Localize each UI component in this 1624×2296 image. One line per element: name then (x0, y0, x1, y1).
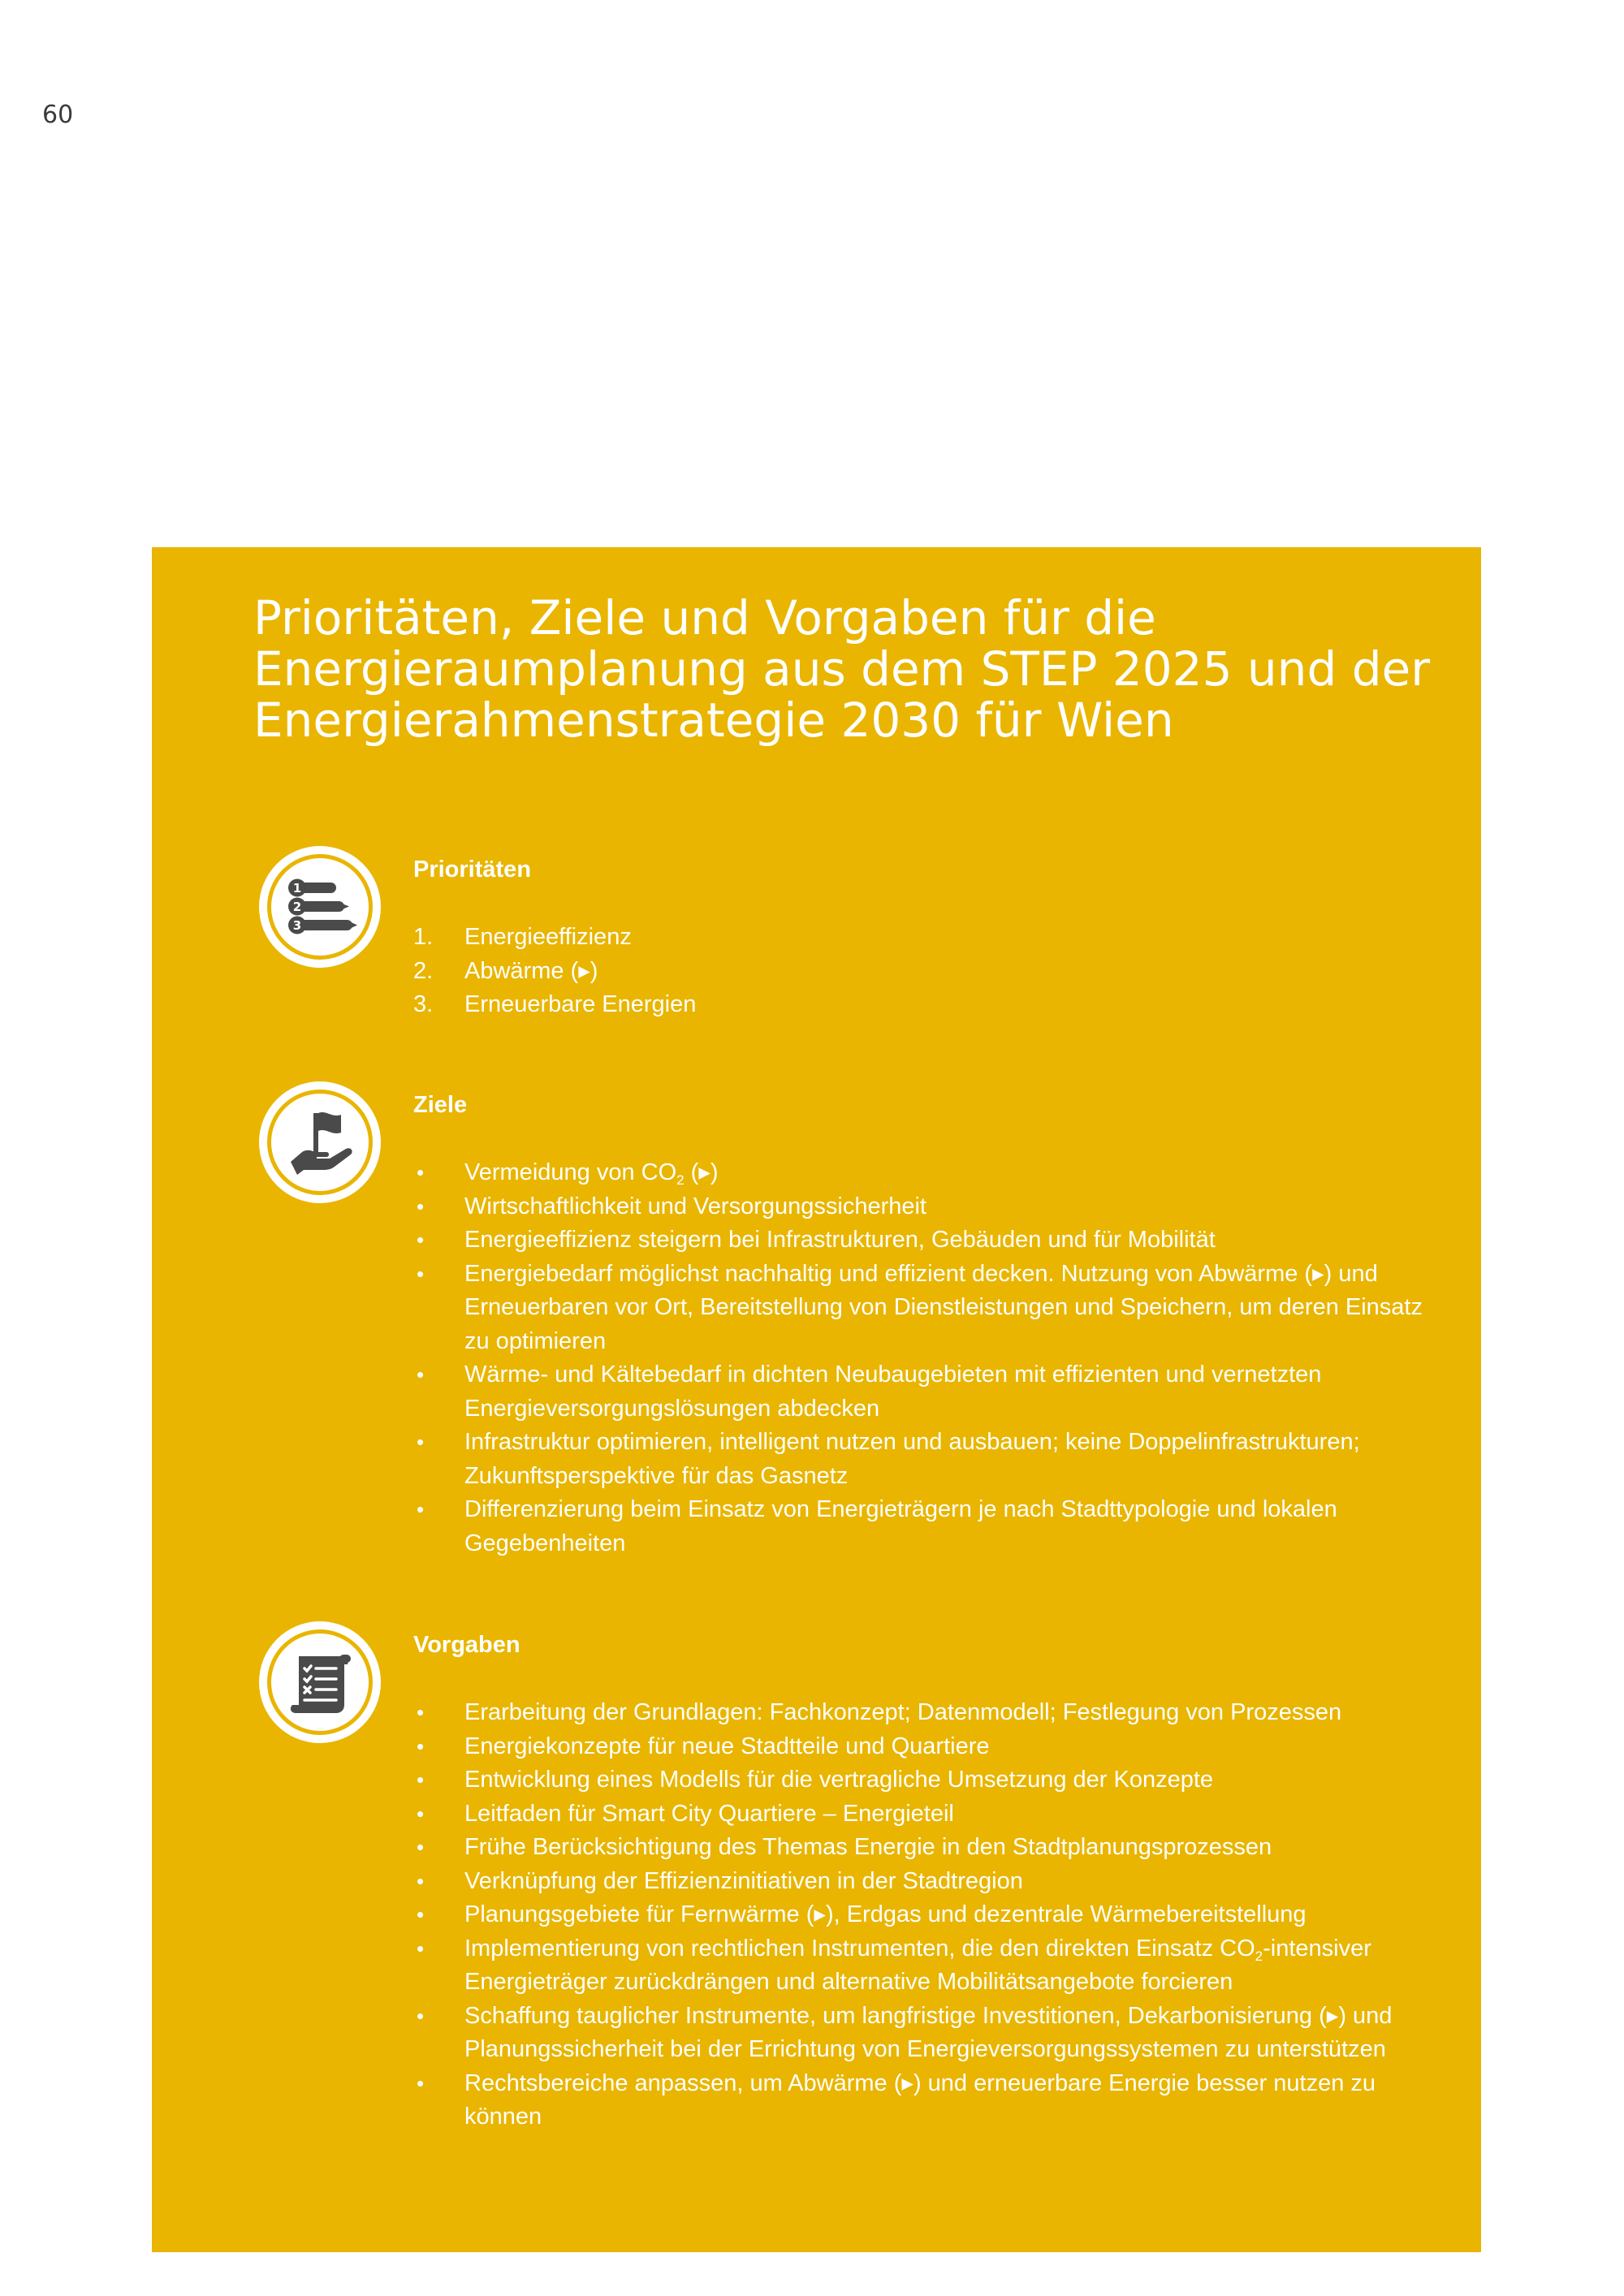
list-item-text: Infrastruktur optimieren, intelligent nutzen und ausbauen; keine Doppelinfrastrukturen; Zukunftsperspektive für das Gasnetz (464, 1429, 1360, 1489)
list-item (413, 1358, 1428, 1426)
bullet: • (417, 1733, 425, 1759)
list-item (413, 1258, 1428, 1359)
list-item (413, 1696, 1428, 1730)
list-item-text: Erarbeitung der Grundlagen: Fachkonzept; Datenmodell; Festlegung von Prozessen (464, 1699, 1342, 1725)
bullet: • (417, 1193, 425, 1219)
list-item (413, 1898, 1428, 1932)
bullet: • (417, 1228, 425, 1252)
list-item-text: Planungsgebiete für Fernwärme (▸), Erdgas und dezentrale Wärmebereitstellung (464, 1901, 1307, 1927)
requirements-heading: Vorgaben (413, 1632, 520, 1658)
list-number: 3. (413, 991, 434, 1017)
list-item-text: Implementierung von rechtlichen Instrumenten, die den direkten Einsatz $CO_2$-intensiver Energieträger zurückdrängen und alternative Mobilitätsangebote forcieren (464, 1935, 1371, 1995)
list-item (413, 1763, 1428, 1798)
priorities-heading: Prioritäten (413, 857, 532, 883)
bullet: • (417, 1497, 425, 1521)
list-item-text: Energieeffizienz steigern bei Infrastrukturen, Gebäuden und für Mobilität (464, 1227, 1216, 1253)
bullet: • (417, 1160, 425, 1185)
goals-heading: Ziele (413, 1092, 468, 1118)
list-item (413, 2000, 1428, 2067)
numbered-ranking-icon (279, 866, 361, 947)
bullet: • (417, 1936, 425, 1961)
info-panel (152, 547, 1481, 2252)
title-line: Energierahmenstrategie 2030 für Wien (253, 693, 1174, 748)
list-item-text: Entwicklung eines Modells für die vertragliche Umsetzung der Konzepte (464, 1767, 1214, 1793)
list-item-text: Leitfaden für Smart City Quartiere – Energieteil (464, 1800, 954, 1827)
flag-in-hand-icon (279, 1102, 361, 1183)
goals-list (413, 1156, 1428, 1560)
title-line: Prioritäten, Ziele und Vorgaben für die (253, 590, 1156, 645)
rank-number-2: 2 (292, 900, 302, 914)
list-item-text: Energiebedarf möglichst nachhaltig und effizient decken. Nutzung von Abwärme (▸) und Erneuerbaren vor Ort, Bereitstellung von Dienstleistungen und Speichern, um deren Einsatz zu optimieren (464, 1260, 1423, 1354)
list-item (413, 1932, 1428, 2000)
list-item-text: Vermeidung von $CO_2$ (▸) (464, 1159, 719, 1188)
list-item-text: Schaffung tauglicher Instrumente, um langfristige Investitionen, Dekarbonisierung (▸) und Planungssicherheit bei der Errichtung von Energieversorgungssystemen zu unterstützen (464, 2002, 1393, 2062)
bullet: • (417, 2003, 425, 2028)
list-number: 1. (413, 924, 434, 950)
checklist-scroll-icon (279, 1642, 361, 1723)
list-item-text: Energiekonzepte für neue Stadtteile und Quartiere (464, 1733, 990, 1759)
bullet: • (417, 1700, 425, 1724)
requirements-list (413, 1696, 1428, 2134)
list-item-text: Verknüpfung der Effizienzinitiativen in der Stadtregion (464, 1867, 1023, 1894)
list-item-text: Energieeffizienz (464, 924, 632, 950)
list-item-text: Erneuerbare Energien (464, 991, 697, 1017)
priorities-list (413, 921, 1428, 1022)
list-item-text: Frühe Berücksichtigung des Themas Energie in den Stadtplanungsprozessen (464, 1834, 1272, 1860)
list-item-text: Wirtschaftlichkeit und Versorgungssicherheit (464, 1193, 926, 1219)
list-item (413, 921, 1428, 955)
list-item-text: Differenzierung beim Einsatz von Energieträgern je nach Stadttypologie und lokalen Gegebenheiten (464, 1496, 1337, 1556)
list-item (413, 1426, 1428, 1493)
list-item (413, 1831, 1428, 1865)
list-item (413, 1224, 1428, 1258)
bullet: • (417, 1868, 425, 1893)
list-item (413, 955, 1428, 989)
bullet: • (417, 1835, 425, 1859)
rank-number-3: 3 (292, 918, 302, 933)
bullet: • (417, 1430, 425, 1454)
list-item (413, 2067, 1428, 2134)
list-item (413, 1865, 1428, 1899)
requirements-icon-badge (259, 1621, 381, 1743)
list-item-text: Rechtsbereiche anpassen, um Abwärme (▸) und erneuerbare Energie besser nutzen zu können (464, 2069, 1376, 2130)
bullet: • (417, 1801, 425, 1826)
list-item (413, 1493, 1428, 1560)
panel-title (253, 590, 1431, 748)
bullet: • (417, 1902, 425, 1927)
bullet: • (417, 1767, 425, 1792)
bullet: • (417, 2070, 425, 2095)
rank-number-1: 1 (292, 881, 302, 896)
list-number: 2. (413, 957, 434, 984)
title-line: Energieraumplanung aus dem STEP 2025 und der (253, 641, 1431, 697)
goals-icon-badge (259, 1081, 381, 1203)
list-item (413, 1798, 1428, 1832)
subscript: 2 (1255, 1948, 1263, 1964)
list-item (413, 1156, 1428, 1190)
subscript: 2 (676, 1172, 685, 1188)
page-number: 60 (42, 101, 74, 129)
bullet: • (417, 1261, 425, 1286)
list-item (413, 988, 1428, 1022)
priorities-icon-badge (259, 846, 381, 968)
list-item-text: Abwärme (▸) (464, 957, 598, 984)
list-item (413, 1190, 1428, 1224)
list-item (413, 1730, 1428, 1764)
list-item-text: Wärme- und Kältebedarf in dichten Neubaugebieten mit effizienten und vernetzten Energieversorgungslösungen abdecken (464, 1362, 1322, 1422)
bullet: • (417, 1362, 425, 1387)
